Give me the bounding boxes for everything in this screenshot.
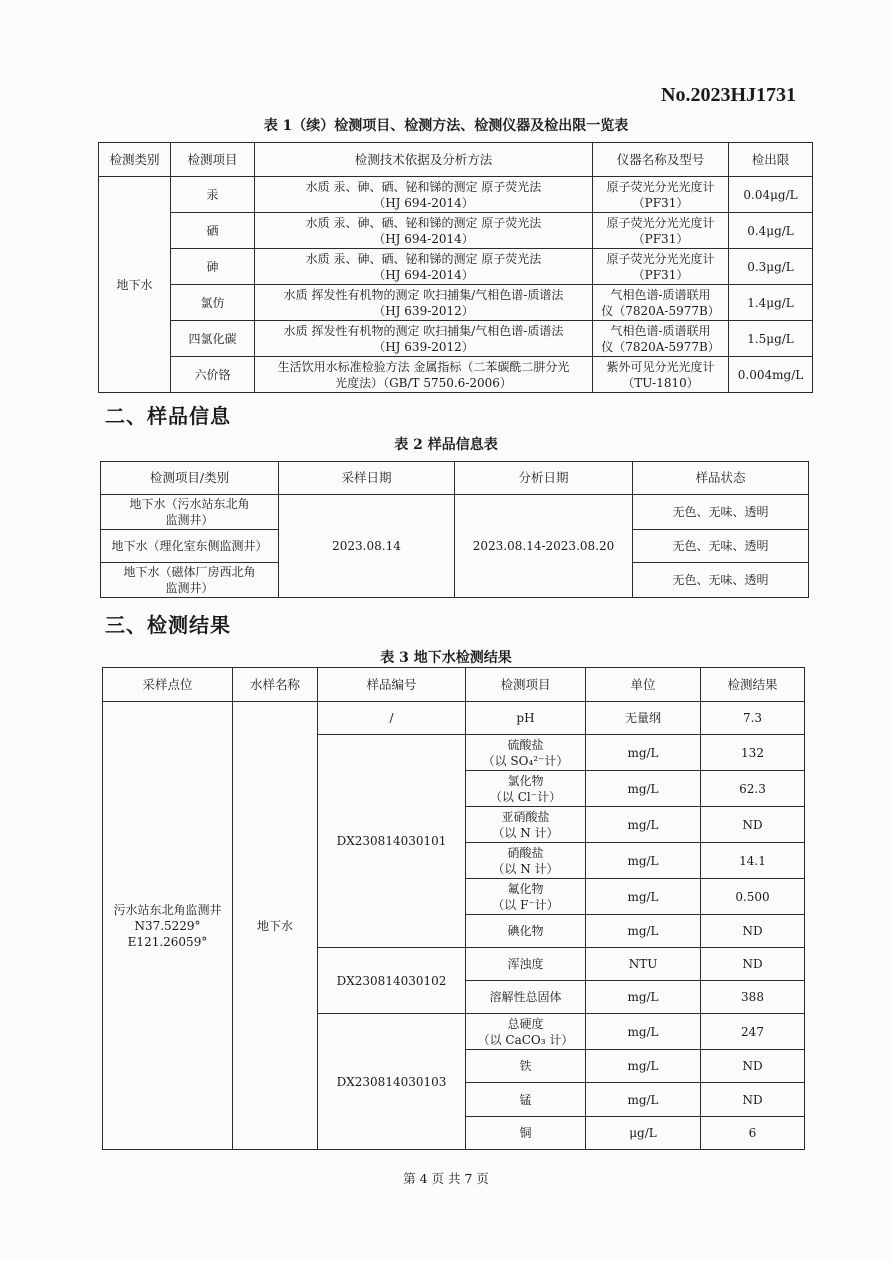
t3-unit: mg/L xyxy=(586,1014,701,1050)
t3-result: 247 xyxy=(701,1014,805,1050)
t1-method: 水质 挥发性有机物的测定 吹扫捕集/气相色谱-质谱法 （HJ 639-2012） xyxy=(255,285,593,321)
table-row xyxy=(99,321,813,357)
t1-instrument: 原子荧光分光光度计 （PF31） xyxy=(593,177,729,213)
t3-unit: mg/L xyxy=(586,915,701,948)
t1-item: 四氯化碳 xyxy=(171,321,255,357)
t3-unit: mg/L xyxy=(586,1050,701,1083)
report-number: No.2023HJ1731 xyxy=(661,84,796,106)
section-heading-sample-info: 二、样品信息 xyxy=(105,404,231,428)
t3-header-parameter: 检测项目 xyxy=(466,668,586,702)
t3-parameter: 氟化物 （以 F⁻计） xyxy=(466,879,586,915)
t1-item: 硒 xyxy=(171,213,255,249)
t2-item: 地下水（磁体厂房西北角 监测井） xyxy=(101,563,279,598)
t1-item: 汞 xyxy=(171,177,255,213)
t1-instrument: 紫外可见分光光度计 （TU-1810） xyxy=(593,357,729,393)
t3-header-water-name: 水样名称 xyxy=(233,668,318,702)
t1-limit: 1.5μg/L xyxy=(729,321,813,357)
table-row xyxy=(101,495,809,530)
t3-unit: NTU xyxy=(586,948,701,981)
t3-site: 污水站东北角监测井 N37.5229° E121.26059° xyxy=(103,702,233,1150)
section-heading-results: 三、检测结果 xyxy=(105,613,231,637)
t1-category-cell: 地下水 xyxy=(99,177,171,393)
t3-parameter: 碘化物 xyxy=(466,915,586,948)
t3-result: 14.1 xyxy=(701,843,805,879)
t3-parameter: 硝酸盐 （以 N 计） xyxy=(466,843,586,879)
t3-parameter: pH xyxy=(466,702,586,735)
t3-unit: mg/L xyxy=(586,879,701,915)
t3-header-sample-id: 样品编号 xyxy=(318,668,466,702)
t1-header-instrument: 仪器名称及型号 xyxy=(593,143,729,177)
t2-state: 无色、无味、透明 xyxy=(633,563,809,598)
t1-instrument: 原子荧光分光光度计 （PF31） xyxy=(593,249,729,285)
t1-method: 水质 汞、砷、硒、铋和锑的测定 原子荧光法 （HJ 694-2014） xyxy=(255,177,593,213)
t1-instrument: 气相色谱-质谱联用 仪（7820A-5977B） xyxy=(593,321,729,357)
table2-header-row xyxy=(101,462,809,495)
t3-header-unit: 单位 xyxy=(586,668,701,702)
t3-water-name: 地下水 xyxy=(233,702,318,1150)
t3-sample-id: DX230814030102 xyxy=(318,948,466,1014)
t3-unit: mg/L xyxy=(586,807,701,843)
t2-header-state: 样品状态 xyxy=(633,462,809,495)
t3-result: 0.500 xyxy=(701,879,805,915)
t3-unit: mg/L xyxy=(586,843,701,879)
t2-analysis-date: 2023.08.14-2023.08.20 xyxy=(455,495,633,598)
t3-result: ND xyxy=(701,807,805,843)
t3-sample-id: / xyxy=(318,702,466,735)
t3-result: 388 xyxy=(701,981,805,1014)
table-row xyxy=(99,213,813,249)
t1-method: 生活饮用水标准检验方法 金属指标（二苯碳酰二肼分光 光度法）（GB/T 5750.6-2006） xyxy=(255,357,593,393)
t1-header-limit: 检出限 xyxy=(729,143,813,177)
table1 xyxy=(98,142,813,393)
t2-state: 无色、无味、透明 xyxy=(633,495,809,530)
table-row xyxy=(99,249,813,285)
t3-unit: mg/L xyxy=(586,1083,701,1117)
table3-header-row xyxy=(103,668,805,702)
t3-sample-id: DX230814030103 xyxy=(318,1014,466,1150)
t2-item: 地下水（理化室东侧监测井） xyxy=(101,530,279,563)
table1-caption: 表 1（续）检测项目、检测方法、检测仪器及检出限一览表 xyxy=(263,118,629,134)
t2-state: 无色、无味、透明 xyxy=(633,530,809,563)
t1-method: 水质 汞、砷、硒、铋和锑的测定 原子荧光法 （HJ 694-2014） xyxy=(255,213,593,249)
t1-header-method: 检测技术依据及分析方法 xyxy=(255,143,593,177)
table-row xyxy=(99,357,813,393)
t1-method: 水质 汞、砷、硒、铋和锑的测定 原子荧光法 （HJ 694-2014） xyxy=(255,249,593,285)
t1-limit: 0.4μg/L xyxy=(729,213,813,249)
t1-limit: 0.004mg/L xyxy=(729,357,813,393)
t3-unit: mg/L xyxy=(586,981,701,1014)
t3-unit: mg/L xyxy=(586,771,701,807)
t3-parameter: 亚硝酸盐 （以 N 计） xyxy=(466,807,586,843)
table-row xyxy=(99,285,813,321)
t1-instrument: 气相色谱-质谱联用 仪（7820A-5977B） xyxy=(593,285,729,321)
t3-result: ND xyxy=(701,948,805,981)
t2-header-sampling-date: 采样日期 xyxy=(279,462,455,495)
t2-item: 地下水（污水站东北角 监测井） xyxy=(101,495,279,530)
t3-sample-id: DX230814030101 xyxy=(318,735,466,948)
table-row xyxy=(99,177,813,213)
t2-header-item: 检测项目/类别 xyxy=(101,462,279,495)
table-row xyxy=(103,702,805,735)
t3-parameter: 铜 xyxy=(466,1117,586,1150)
t3-result: 62.3 xyxy=(701,771,805,807)
t3-unit: μg/L xyxy=(586,1117,701,1150)
t1-item: 砷 xyxy=(171,249,255,285)
t1-item: 氯仿 xyxy=(171,285,255,321)
t3-result: 6 xyxy=(701,1117,805,1150)
t1-instrument: 原子荧光分光光度计 （PF31） xyxy=(593,213,729,249)
t3-parameter: 溶解性总固体 xyxy=(466,981,586,1014)
t3-result: ND xyxy=(701,1050,805,1083)
t1-limit: 0.3μg/L xyxy=(729,249,813,285)
t3-result: ND xyxy=(701,915,805,948)
t3-header-result: 检测结果 xyxy=(701,668,805,702)
t2-sampling-date: 2023.08.14 xyxy=(279,495,455,598)
t3-parameter: 浑浊度 xyxy=(466,948,586,981)
t3-unit: 无量纲 xyxy=(586,702,701,735)
t3-parameter: 硫酸盐 （以 SO₄²⁻计） xyxy=(466,735,586,771)
t3-result: 7.3 xyxy=(701,702,805,735)
t1-header-category: 检测类别 xyxy=(99,143,171,177)
t2-header-analysis-date: 分析日期 xyxy=(455,462,633,495)
t1-limit: 0.04μg/L xyxy=(729,177,813,213)
t3-result: 132 xyxy=(701,735,805,771)
t1-limit: 1.4μg/L xyxy=(729,285,813,321)
t3-parameter: 氯化物 （以 Cl⁻计） xyxy=(466,771,586,807)
t3-parameter: 总硬度 （以 CaCO₃ 计） xyxy=(466,1014,586,1050)
t3-result: ND xyxy=(701,1083,805,1117)
t1-header-item: 检测项目 xyxy=(171,143,255,177)
t1-method: 水质 挥发性有机物的测定 吹扫捕集/气相色谱-质谱法 （HJ 639-2012） xyxy=(255,321,593,357)
t3-unit: mg/L xyxy=(586,735,701,771)
table1-header-row xyxy=(99,143,813,177)
t3-parameter: 铁 xyxy=(466,1050,586,1083)
table3-caption: 表 3 地下水检测结果 xyxy=(380,650,512,666)
t3-parameter: 锰 xyxy=(466,1083,586,1117)
t1-item: 六价铬 xyxy=(171,357,255,393)
table2 xyxy=(100,461,809,598)
page-footer: 第 4 页 共 7 页 xyxy=(403,1171,489,1186)
table2-caption: 表 2 样品信息表 xyxy=(394,437,498,453)
t3-header-site: 采样点位 xyxy=(103,668,233,702)
table3 xyxy=(102,667,805,1150)
